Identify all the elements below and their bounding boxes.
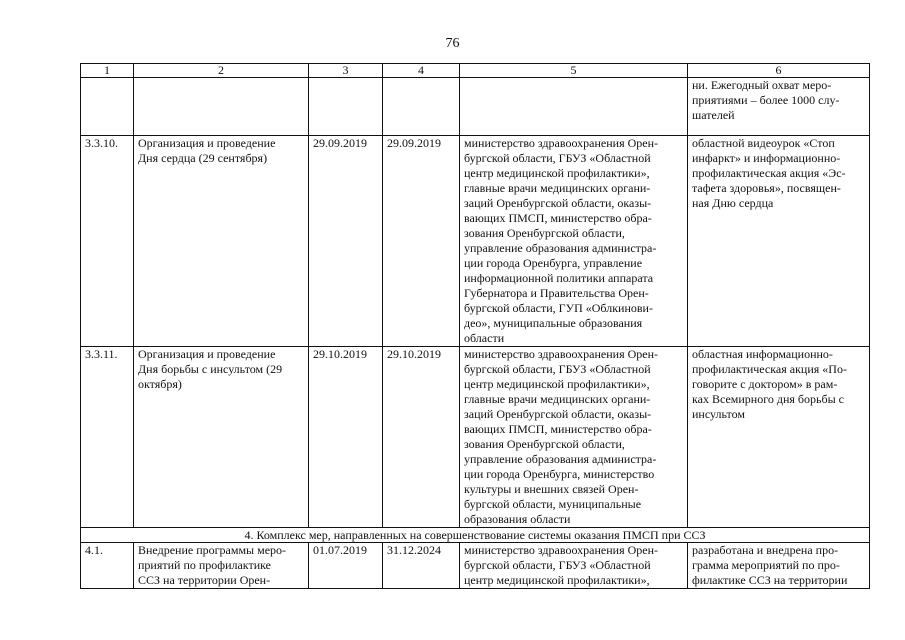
table-row [81,543,870,589]
name-line: Дня сердца (29 сентября) [138,151,268,165]
measures-table [80,63,870,589]
result-line: инфаркт» и информационно- [692,151,841,165]
expected-result [688,78,870,136]
exec-line: информационной политики аппарата [464,271,654,285]
exec-line: области [464,331,505,345]
section-row [81,528,870,543]
end-date: 31.12.2024 [383,543,460,589]
name-line: октября) [138,377,182,391]
name-line: Организация и проведение [138,136,276,150]
result-line: грамма мероприятий по про- [692,558,840,572]
exec-line: образования области [464,512,571,526]
result-line: разработана и внедрена про- [692,543,839,557]
column-number-6: 6 [688,64,870,78]
item-number: 4.1. [81,543,134,589]
column-number-5: 5 [460,64,688,78]
expected-result [688,543,870,589]
name-line: ССЗ на территории Орен- [138,573,271,587]
result-line: шателей [692,108,735,122]
result-line: филактике ССЗ на территории [692,573,848,587]
exec-line: центр медицинской профилактики», [464,377,650,391]
expected-result [688,347,870,528]
exec-line: министерство здравоохранения Орен- [464,136,658,150]
exec-line: центр медицинской профилактики», [464,573,650,587]
exec-line: део», муниципальные образования [464,316,643,330]
exec-line: зования Оренбургской области, [464,437,625,451]
result-line: ках Всемирного дня борьбы с [692,392,844,406]
table-row [81,78,870,136]
item-name [134,78,309,136]
end-date: 29.09.2019 [383,136,460,347]
executors [460,543,688,589]
exec-line: главные врачи медицинских органи- [464,181,651,195]
exec-line: бургской области, муниципальные [464,497,642,511]
result-line: тафета здоровья», посвящен- [692,181,841,195]
exec-line: бургской области, ГБУЗ «Областной [464,362,651,376]
exec-line: бургской области, ГБУЗ «Областной [464,558,651,572]
start-date: 29.10.2019 [309,347,383,528]
table-row [81,347,870,528]
exec-line: заций Оренбургской области, оказы- [464,196,652,210]
exec-line: министерство здравоохранения Орен- [464,543,658,557]
result-line: профилактическая акция «По- [692,362,847,376]
table-row [81,136,870,347]
name-line: приятий по профилактике [138,558,272,572]
exec-line: заций Оренбургской области, оказы- [464,407,652,421]
executors [460,78,688,136]
result-line: областной видеоурок «Стоп [692,136,835,150]
section-heading: 4. Комплекс мер, направленных на совершенствование системы оказания ПМСП при ССЗ [81,528,870,543]
exec-line: управление образования администра- [464,241,657,255]
exec-line: вающих ПМСП, министерство обра- [464,211,652,225]
item-name [134,347,309,528]
executors [460,136,688,347]
column-number-2: 2 [134,64,309,78]
name-line: Дня борьбы с инсультом (29 [138,362,283,376]
exec-line: бургской области, ГБУЗ «Областной [464,151,651,165]
item-number: 3.3.10. [81,136,134,347]
exec-line: ции города Оренбурга, управление [464,256,643,270]
executors [460,347,688,528]
exec-line: Губернатора и Правительства Орен- [464,286,649,300]
result-line: инсультом [692,407,745,421]
start-date: 29.09.2019 [309,136,383,347]
page-number: 76 [445,36,460,51]
item-number [81,78,134,136]
exec-line: главные врачи медицинских органи- [464,392,651,406]
result-line: ная Дню сердца [692,196,774,210]
result-line: говорите с доктором» в рам- [692,377,838,391]
exec-line: ции города Оренбурга, министерство [464,467,655,481]
exec-line: вающих ПМСП, министерство обра- [464,422,652,436]
end-date: 29.10.2019 [383,347,460,528]
column-number-3: 3 [309,64,383,78]
result-line: ни. Ежегодный охват меро- [692,78,832,92]
column-number-4: 4 [383,64,460,78]
name-line: Организация и проведение [138,347,276,361]
item-number: 3.3.11. [81,347,134,528]
start-date [309,78,383,136]
column-number-1: 1 [81,64,134,78]
exec-line: управление образования администра- [464,452,657,466]
exec-line: центр медицинской профилактики», [464,166,650,180]
name-line: Внедрение программы меро- [138,543,287,557]
exec-line: зования Оренбургской области, [464,226,625,240]
end-date [383,78,460,136]
exec-line: культуры и внешних связей Орен- [464,482,639,496]
exec-line: министерство здравоохранения Орен- [464,347,658,361]
column-number-row [81,64,870,78]
item-name [134,543,309,589]
item-name [134,136,309,347]
result-line: приятиями – более 1000 слу- [692,93,840,107]
result-line: профилактическая акция «Эс- [692,166,846,180]
start-date: 01.07.2019 [309,543,383,589]
result-line: областная информационно- [692,347,833,361]
exec-line: бургской области, ГУП «Облкинови- [464,301,653,315]
expected-result [688,136,870,347]
